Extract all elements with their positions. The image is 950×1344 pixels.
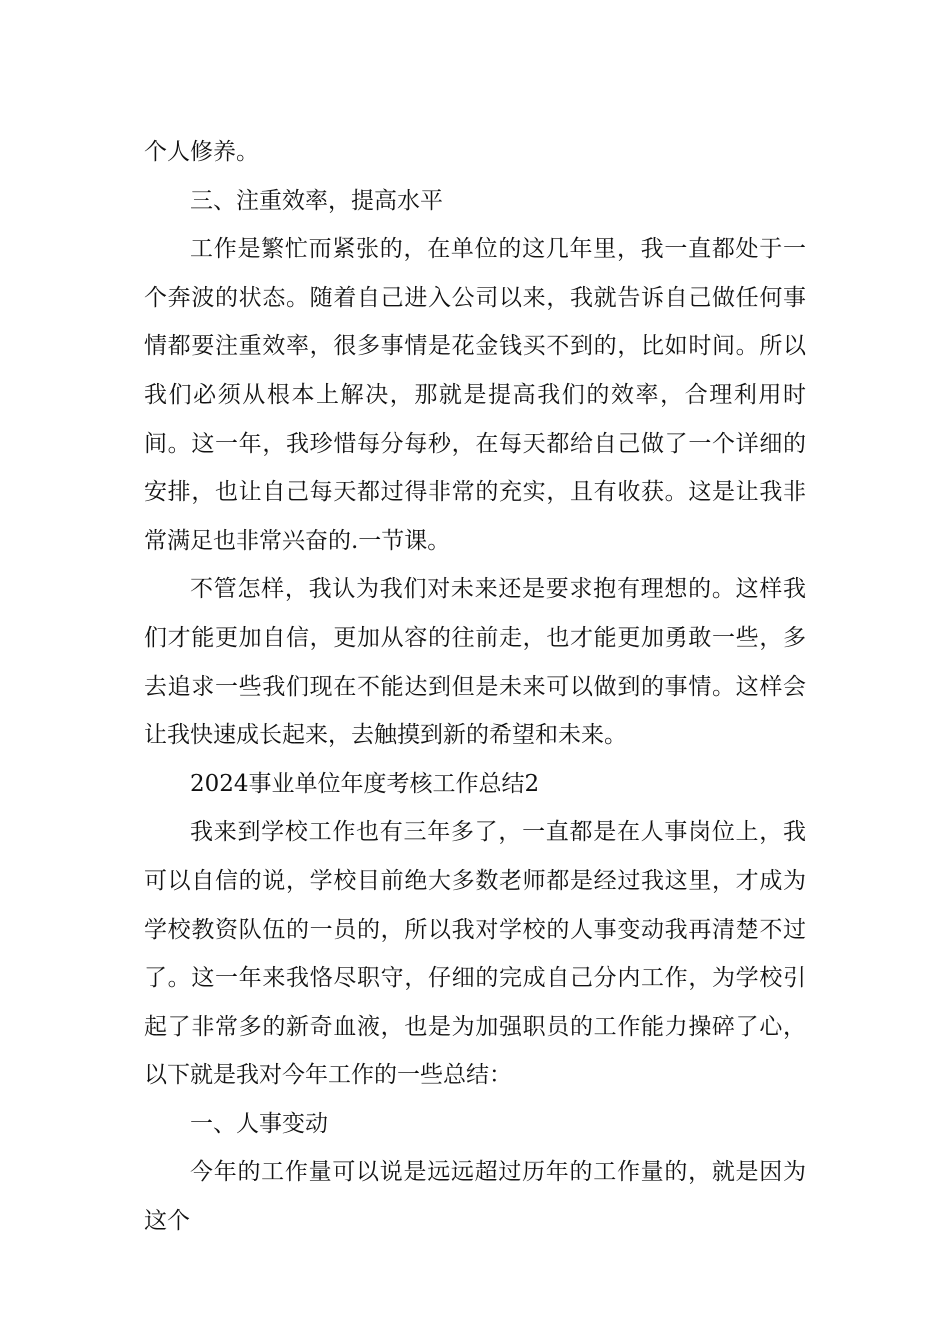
paragraph-6: 我来到学校工作也有三年多了，一直都是在人事岗位上，我可以自信的说，学校目前绝大多数老师都是经过我这里，才成为学校教资队伍的一员的，所以我对学校的人事变动我再清楚不过了。这一年来我恪尽职守，仔细的完成自己分内工作，为学校引起了非常多的新奇血液，也是为加强职员的工作能力操碎了心，以下就是我对今年工作的一些总结： bbox=[144, 819, 806, 1089]
section-heading-efficiency: 三、注重效率，提高水平 bbox=[190, 187, 443, 214]
paragraph-4: 不管怎样，我认为我们对未来还是要求抱有理想的。这样我们才能更加自信，更加从容的往前走，也才能更加勇敢一些，多去追求一些我们现在不能达到但是未来可以做到的事情。这样会让我快速成长起来，去触摸到新的希望和未来。 bbox=[144, 576, 806, 749]
paragraph-1: 个人修养。 bbox=[144, 139, 259, 165]
paragraph-8: 今年的工作量可以说是远远超过历年的工作量的，就是因为这个 bbox=[144, 1159, 806, 1235]
section-heading-personnel: 一、人事变动 bbox=[190, 1110, 328, 1137]
document-body bbox=[144, 128, 806, 1246]
document-title-2: 2024事业单位年度考核工作总结2 bbox=[190, 770, 540, 797]
paragraph-3: 工作是繁忙而紧张的，在单位的这几年里，我一直都处于一个奔波的状态。随着自己进入公司以来，我就告诉自己做任何事情都要注重效率，很多事情是花金钱买不到的，比如时间。所以我们必须从根本上解决，那就是提高我们的效率，合理利用时间。这一年，我珍惜每分每秒，在每天都给自己做了一个详细的安排，也让自己每天都过得非常的充实，且有收获。这是让我非常满足也非常兴奋的.一节课。 bbox=[144, 236, 806, 554]
